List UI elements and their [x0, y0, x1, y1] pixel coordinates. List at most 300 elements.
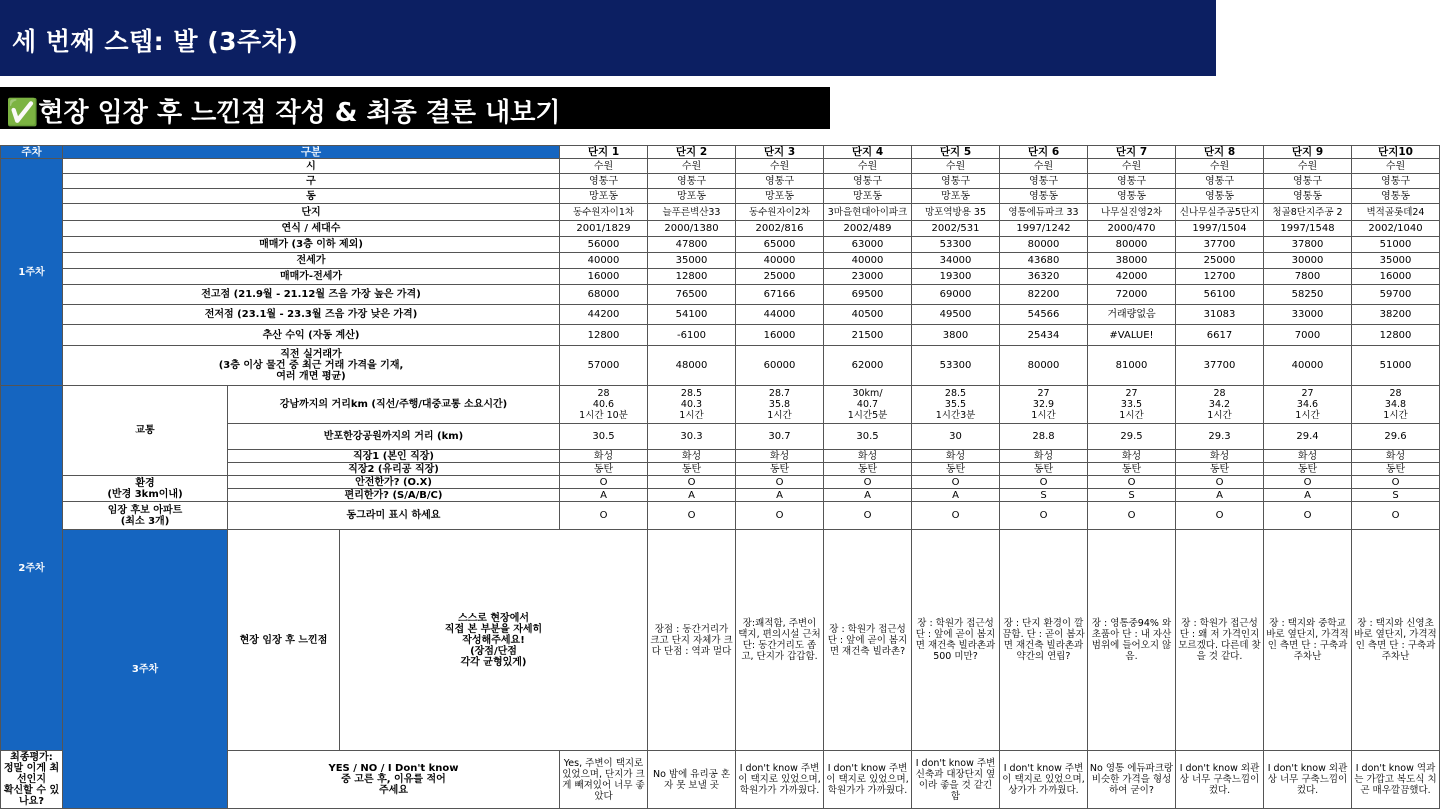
candidate-cell: O — [912, 502, 1000, 530]
banpo-distance-cell: 30 — [912, 424, 1000, 450]
header-complex-7: 단지 7 — [1088, 146, 1176, 159]
gangnam-distance-cell — [1088, 386, 1176, 424]
impression-cell: 장 : 학원가 접근성 단 : 앞에 곧이 봄지면 재건축 빌라촌과 500 미만? — [912, 530, 1000, 751]
value-cell: 영통구 — [824, 174, 912, 189]
distance-line: 28 — [1213, 388, 1226, 399]
week-3-label: 3주차 — [63, 530, 228, 809]
job1-label: 직장1 (본인 직장) — [228, 450, 560, 463]
value-cell: 44000 — [736, 305, 824, 325]
value-cell: 42000 — [1088, 269, 1176, 285]
distance-line: 27 — [1037, 388, 1050, 399]
distance-line: 28.5 — [944, 388, 967, 399]
value-cell: 망포동 — [912, 189, 1000, 204]
distance-line: 28.7 — [768, 388, 791, 399]
distance-line: 1시간3분 — [935, 410, 976, 421]
final-eval-cell: I don't know 주변 신축과 대장단지 옆이라 좋을 것 같긴 함 — [912, 751, 1000, 809]
banpo-distance-cell: 29.5 — [1088, 424, 1176, 450]
label-line: 스스로 현장에서 — [457, 612, 530, 624]
job2-cell: 동탄 — [736, 463, 824, 476]
candidate-cell: O — [736, 502, 824, 530]
distance-line: 1시간 — [1295, 410, 1320, 421]
value-cell: 37700 — [1176, 237, 1264, 253]
actual-price-cell: 40000 — [1264, 346, 1352, 386]
label-line: 확신할 수 있나요? — [3, 785, 60, 807]
value-cell: 영통동 — [1000, 189, 1088, 204]
value-cell: 청골8단지주공 2 — [1264, 204, 1352, 221]
job1-cell: 화성 — [1000, 450, 1088, 463]
job2-cell: 동탄 — [1264, 463, 1352, 476]
banpo-distance-cell: 30.3 — [648, 424, 736, 450]
value-cell: 1997/1548 — [1264, 221, 1352, 237]
safety-label: 안전한가? (O.X) — [228, 476, 560, 489]
gangnam-distance-cell — [824, 386, 912, 424]
banpo-distance-cell: 29.3 — [1176, 424, 1264, 450]
job1-cell: 화성 — [736, 450, 824, 463]
value-cell: 38200 — [1352, 305, 1440, 325]
convenience-cell: A — [912, 489, 1000, 502]
value-cell: 6617 — [1176, 325, 1264, 346]
safety-cell: O — [1176, 476, 1264, 489]
value-cell: 7000 — [1264, 325, 1352, 346]
value-cell: 65000 — [736, 237, 824, 253]
value-cell: 수원 — [736, 159, 824, 174]
value-cell: 34000 — [912, 253, 1000, 269]
candidate-cell: O — [824, 502, 912, 530]
banpo-distance-cell: 30.5 — [560, 424, 648, 450]
value-cell: 망포동 — [736, 189, 824, 204]
impression-cell: 장점 : 동간거리가 크고 단지 자체가 크다 단점 : 역과 멀다 — [648, 530, 736, 751]
value-cell: 16000 — [1352, 269, 1440, 285]
row-label: 전저점 (23.1월 - 23.3월 즈음 가장 낮은 가격) — [63, 305, 560, 325]
value-cell: 수원 — [824, 159, 912, 174]
impression-cell: 장 : 학원가 접근성 단 : 앞에 곧이 봄지면 재건축 빌라촌? — [824, 530, 912, 751]
candidate-cell: O — [1352, 502, 1440, 530]
final-eval-cell: I don't know 외관상 너무 구축느낌이 컸다. — [1264, 751, 1352, 809]
job1-cell: 화성 — [560, 450, 648, 463]
job2-cell: 동탄 — [648, 463, 736, 476]
header-complex-6: 단지 6 — [1000, 146, 1088, 159]
candidate-sublabel: 동그라미 표시 하세요 — [228, 502, 560, 530]
impressions-sublabel — [340, 530, 648, 751]
value-cell: 영통구 — [1000, 174, 1088, 189]
value-cell: 영통에듀파크 33 — [1000, 204, 1088, 221]
value-cell: 2002/531 — [912, 221, 1000, 237]
distance-line: 34.8 — [1384, 399, 1407, 410]
job2-cell: 동탄 — [912, 463, 1000, 476]
apartment-comparison-table — [0, 145, 1437, 807]
value-cell: 80000 — [1000, 237, 1088, 253]
convenience-cell: S — [1352, 489, 1440, 502]
impression-cell: 장 : 택지와 중학교 바로 옆단지, 가격적인 측면 단 : 구축과 주차난 — [1264, 530, 1352, 751]
label-line: 작성해주세요! — [462, 634, 525, 646]
distance-line: 1시간 — [1207, 410, 1232, 421]
value-cell: 37800 — [1264, 237, 1352, 253]
gangnam-distance-cell — [1176, 386, 1264, 424]
actual-price-cell: 48000 — [648, 346, 736, 386]
title-bar — [0, 0, 1216, 76]
value-cell: 35000 — [1352, 253, 1440, 269]
job2-label: 직장2 (유리공 직장) — [228, 463, 560, 476]
header-category: 구분 — [63, 146, 560, 159]
impression-cell: 장 : 학원가 접근성 단 : 왜 저 가격인지 모르겠다. 다른데 찾을 것 같다. — [1176, 530, 1264, 751]
job1-cell: 화성 — [1176, 450, 1264, 463]
environment-group-label — [63, 476, 228, 502]
job2-cell: 동탄 — [560, 463, 648, 476]
convenience-cell: A — [824, 489, 912, 502]
header-complex-10: 단지10 — [1352, 146, 1440, 159]
label-line: 주세요 — [379, 785, 408, 796]
value-cell: 40000 — [560, 253, 648, 269]
value-cell: 영통구 — [648, 174, 736, 189]
value-cell: 35000 — [648, 253, 736, 269]
value-cell: 31083 — [1176, 305, 1264, 325]
distance-line: 27 — [1301, 388, 1314, 399]
distance-line: 40.3 — [680, 399, 703, 410]
value-cell: 영통구 — [1352, 174, 1440, 189]
impression-cell: 장 : 영통중94% 와 초품아 단 : 내 자산 범위에 들어오지 않음. — [1088, 530, 1176, 751]
value-cell: 76500 — [648, 285, 736, 305]
job2-cell: 동탄 — [1000, 463, 1088, 476]
value-cell: 80000 — [1088, 237, 1176, 253]
value-cell: 12700 — [1176, 269, 1264, 285]
gangnam-distance-cell — [648, 386, 736, 424]
distance-line: 40.7 — [856, 399, 879, 410]
distance-line: 30km/ — [852, 388, 883, 399]
value-cell: 67166 — [736, 285, 824, 305]
final-eval-cell: Yes, 주변이 택지로 있었으며, 단지가 크게 빼져있어 너무 좋았다 — [560, 751, 648, 809]
header-complex-4: 단지 4 — [824, 146, 912, 159]
safety-cell: O — [1088, 476, 1176, 489]
label-line: 중 고른 후, 이유를 적어 — [341, 774, 446, 785]
banpo-distance-cell: 30.7 — [736, 424, 824, 450]
gangnam-distance-cell — [1352, 386, 1440, 424]
value-cell: 수원 — [1352, 159, 1440, 174]
final-eval-cell: I don't know 역과는 가깝고 복도식 치곤 매우깔끔했다. — [1352, 751, 1440, 809]
value-cell: 21500 — [824, 325, 912, 346]
safety-cell: O — [1352, 476, 1440, 489]
candidate-cell: O — [1176, 502, 1264, 530]
distance-line: 28 — [597, 388, 610, 399]
banpo-distance-label: 반포한강공원까지의 거리 (km) — [228, 424, 560, 450]
convenience-cell: A — [1264, 489, 1352, 502]
row-label: 연식 / 세대수 — [63, 221, 560, 237]
banpo-distance-cell: 29.4 — [1264, 424, 1352, 450]
value-cell: 72000 — [1088, 285, 1176, 305]
value-cell: 영통동 — [1264, 189, 1352, 204]
gangnam-distance-cell — [560, 386, 648, 424]
candidate-cell: O — [560, 502, 648, 530]
value-cell: 38000 — [1088, 253, 1176, 269]
header-complex-5: 단지 5 — [912, 146, 1000, 159]
value-cell: 7800 — [1264, 269, 1352, 285]
value-cell: 51000 — [1352, 237, 1440, 253]
value-cell: 2001/1829 — [560, 221, 648, 237]
value-cell: 벽적골롯데24 — [1352, 204, 1440, 221]
value-cell: 19300 — [912, 269, 1000, 285]
value-cell: 2000/470 — [1088, 221, 1176, 237]
gangnam-distance-label: 강남까지의 거리km (직선/주행/대중교통 소요시간) — [228, 386, 560, 424]
job2-cell: 동탄 — [1088, 463, 1176, 476]
value-cell: 69000 — [912, 285, 1000, 305]
final-eval-cell: I don't know 주변이 택지로 있었으며, 학원가가 가까웠다. — [824, 751, 912, 809]
value-cell: 58250 — [1264, 285, 1352, 305]
label-line: 각각 균형있게) — [460, 656, 527, 668]
value-cell: 56100 — [1176, 285, 1264, 305]
value-cell: 63000 — [824, 237, 912, 253]
final-eval-label — [1, 751, 63, 809]
value-cell: 25000 — [736, 269, 824, 285]
value-cell: 2002/489 — [824, 221, 912, 237]
convenience-cell: A — [560, 489, 648, 502]
value-cell: 동수원자이2차 — [736, 204, 824, 221]
value-cell: 43680 — [1000, 253, 1088, 269]
distance-line: 28.5 — [680, 388, 703, 399]
row-label: 매매가 (3층 이하 제외) — [63, 237, 560, 253]
label-line: (반경 3km이내) — [107, 488, 183, 500]
value-cell: 54566 — [1000, 305, 1088, 325]
value-cell: 59700 — [1352, 285, 1440, 305]
value-cell: 수원 — [560, 159, 648, 174]
value-cell: 40500 — [824, 305, 912, 325]
header-week: 주차 — [1, 146, 63, 159]
header-complex-8: 단지 8 — [1176, 146, 1264, 159]
subtitle-bar — [0, 87, 830, 129]
value-cell: 영통구 — [1264, 174, 1352, 189]
value-cell: 36320 — [1000, 269, 1088, 285]
distance-line: 40.6 — [592, 399, 615, 410]
actual-price-label — [63, 346, 560, 386]
distance-line: 28 — [1389, 388, 1402, 399]
distance-line: 27 — [1125, 388, 1138, 399]
value-cell: 망포동 — [560, 189, 648, 204]
gangnam-distance-cell — [736, 386, 824, 424]
value-cell: 82200 — [1000, 285, 1088, 305]
value-cell: 12800 — [560, 325, 648, 346]
value-cell: 44200 — [560, 305, 648, 325]
value-cell: 동수원자이1차 — [560, 204, 648, 221]
distance-line: 34.2 — [1208, 399, 1231, 410]
row-label: 동 — [63, 189, 560, 204]
value-cell: 영통구 — [912, 174, 1000, 189]
safety-cell: O — [1000, 476, 1088, 489]
candidate-cell: O — [1088, 502, 1176, 530]
gangnam-distance-cell — [1000, 386, 1088, 424]
job1-cell: 화성 — [824, 450, 912, 463]
page-title: 세 번째 스텝: 발 (3주차) — [12, 27, 299, 56]
banpo-distance-cell: 28.8 — [1000, 424, 1088, 450]
banpo-distance-cell: 30.5 — [824, 424, 912, 450]
row-label: 매매가-전세가 — [63, 269, 560, 285]
label-line: 최종평가: — [10, 752, 53, 763]
job1-cell: 화성 — [1352, 450, 1440, 463]
value-cell: -6100 — [648, 325, 736, 346]
actual-price-cell: 62000 — [824, 346, 912, 386]
actual-price-cell: 51000 — [1352, 346, 1440, 386]
safety-cell: O — [912, 476, 1000, 489]
actual-price-cell: 81000 — [1088, 346, 1176, 386]
impressions-label: 현장 임장 후 느낀점 — [228, 530, 340, 751]
distance-line: 35.8 — [768, 399, 791, 410]
value-cell: 영통동 — [1088, 189, 1176, 204]
gangnam-distance-cell — [1264, 386, 1352, 424]
value-cell: 30000 — [1264, 253, 1352, 269]
impression-cell: 장:쾌적함, 주변이 택지, 편의시설 근처 단: 동간거리도 좁고, 단지가 갑갑함. — [736, 530, 824, 751]
candidate-cell: O — [648, 502, 736, 530]
convenience-cell: A — [1176, 489, 1264, 502]
final-eval-sublabel — [228, 751, 560, 809]
value-cell: 33000 — [1264, 305, 1352, 325]
actual-price-cell: 53300 — [912, 346, 1000, 386]
safety-cell: O — [1264, 476, 1352, 489]
value-cell: 수원 — [648, 159, 736, 174]
value-cell: 영통동 — [1352, 189, 1440, 204]
banpo-distance-cell: 29.6 — [1352, 424, 1440, 450]
value-cell: 1997/1242 — [1000, 221, 1088, 237]
row-label: 추산 수익 (자동 계산) — [63, 325, 560, 346]
value-cell: 망포동 — [824, 189, 912, 204]
value-cell: 영통구 — [1176, 174, 1264, 189]
value-cell: 56000 — [560, 237, 648, 253]
value-cell: 12800 — [1352, 325, 1440, 346]
final-eval-cell: No 밤에 유리공 혼자 못 보낼 곳 — [648, 751, 736, 809]
actual-price-cell: 60000 — [736, 346, 824, 386]
week-2-label: 2주차 — [1, 386, 63, 751]
value-cell: 망포역방용 35 — [912, 204, 1000, 221]
value-cell: 2002/1040 — [1352, 221, 1440, 237]
candidate-cell: O — [1000, 502, 1088, 530]
value-cell: 나무실진영2차 — [1088, 204, 1176, 221]
distance-line: 35.5 — [944, 399, 967, 410]
job1-cell: 화성 — [912, 450, 1000, 463]
week-1-label: 1주차 — [1, 159, 63, 386]
label-line: 정말 이게 최선인지 — [3, 763, 60, 785]
value-cell: 신나무실주공5단지 — [1176, 204, 1264, 221]
value-cell: 16000 — [560, 269, 648, 285]
label-line: 여러 개면 평균) — [276, 371, 346, 382]
value-cell: 23000 — [824, 269, 912, 285]
value-cell: 2000/1380 — [648, 221, 736, 237]
value-cell: 54100 — [648, 305, 736, 325]
distance-line: 1시간 10분 — [579, 410, 628, 421]
distance-line: 1시간5분 — [847, 410, 888, 421]
convenience-cell: S — [1000, 489, 1088, 502]
value-cell: 69500 — [824, 285, 912, 305]
value-cell: 3마을현대아이파크 — [824, 204, 912, 221]
impression-cell: 장 : 단지 환경이 깔끔함. 단 : 곧이 봄자면 재건축 빌라촌과 약간의 연립? — [1000, 530, 1088, 751]
convenience-cell: A — [736, 489, 824, 502]
value-cell: 망포동 — [648, 189, 736, 204]
convenience-cell: S — [1088, 489, 1176, 502]
distance-line: 1시간 — [767, 410, 792, 421]
value-cell: 1997/1504 — [1176, 221, 1264, 237]
distance-line: 1시간 — [1031, 410, 1056, 421]
final-eval-cell: I don't know 주변이 택지로 있었으며, 학원가가 가까웠다. — [736, 751, 824, 809]
value-cell: 영통동 — [1176, 189, 1264, 204]
safety-cell: O — [648, 476, 736, 489]
value-cell: 수원 — [1176, 159, 1264, 174]
value-cell: 거래량없음 — [1088, 305, 1176, 325]
value-cell: 47800 — [648, 237, 736, 253]
safety-cell: O — [560, 476, 648, 489]
gangnam-distance-cell — [912, 386, 1000, 424]
job1-cell: 화성 — [1264, 450, 1352, 463]
subtitle-text: ✅현장 임장 후 느낀점 작성 & 최종 결론 내보기 — [6, 98, 561, 128]
label-line: (3층 이상 물건 중 최근 거래 가격을 기재, — [218, 360, 404, 371]
candidate-cell: O — [1264, 502, 1352, 530]
label-line: (장점/단점 — [470, 645, 517, 657]
actual-price-cell: 37700 — [1176, 346, 1264, 386]
job2-cell: 동탄 — [824, 463, 912, 476]
label-line: 임장 후보 아파트 — [107, 504, 183, 516]
value-cell: 수원 — [1264, 159, 1352, 174]
row-label: 전고점 (21.9월 - 21.12월 즈음 가장 높은 가격) — [63, 285, 560, 305]
label-line: YES / NO / I Don't know — [328, 763, 459, 774]
row-label: 시 — [63, 159, 560, 174]
value-cell: 40000 — [736, 253, 824, 269]
candidate-label — [63, 502, 228, 530]
distance-line: 34.6 — [1296, 399, 1319, 410]
job1-cell: 화성 — [1088, 450, 1176, 463]
value-cell: 25434 — [1000, 325, 1088, 346]
value-cell: 수원 — [912, 159, 1000, 174]
row-label: 단지 — [63, 204, 560, 221]
job1-cell: 화성 — [648, 450, 736, 463]
header-complex-2: 단지 2 — [648, 146, 736, 159]
value-cell: 수원 — [1088, 159, 1176, 174]
header-complex-9: 단지 9 — [1264, 146, 1352, 159]
value-cell: #VALUE! — [1088, 325, 1176, 346]
final-eval-cell: I don't know 주변이 택지로 있었으며, 상가가 가까웠다. — [1000, 751, 1088, 809]
value-cell: 25000 — [1176, 253, 1264, 269]
value-cell: 3800 — [912, 325, 1000, 346]
row-label: 전세가 — [63, 253, 560, 269]
header-complex-3: 단지 3 — [736, 146, 824, 159]
distance-line: 1시간 — [1119, 410, 1144, 421]
value-cell: 영통구 — [560, 174, 648, 189]
label-line: 환경 — [135, 477, 155, 489]
distance-line: 1시간 — [679, 410, 704, 421]
distance-line: 32.9 — [1032, 399, 1055, 410]
job2-cell: 동탄 — [1176, 463, 1264, 476]
convenience-label: 편리한가? (S/A/B/C) — [228, 489, 560, 502]
value-cell: 53300 — [912, 237, 1000, 253]
value-cell: 2002/816 — [736, 221, 824, 237]
value-cell: 49500 — [912, 305, 1000, 325]
distance-line: 1시간 — [1383, 410, 1408, 421]
label-line: (최소 3개) — [120, 515, 170, 527]
safety-cell: O — [736, 476, 824, 489]
label-line: 직전 실거래가 — [280, 349, 342, 360]
label-line: 직접 본 부분을 자세히 — [444, 623, 543, 635]
value-cell: 영통구 — [1088, 174, 1176, 189]
distance-line: 33.5 — [1120, 399, 1143, 410]
job2-cell: 동탄 — [1352, 463, 1440, 476]
transport-group-label: 교통 — [63, 386, 228, 476]
value-cell: 40000 — [824, 253, 912, 269]
value-cell: 16000 — [736, 325, 824, 346]
actual-price-cell: 57000 — [560, 346, 648, 386]
impression-cell: 장 : 택지와 신영초 바로 옆단지, 가격적인 측면 단 : 구축과 주차난 — [1352, 530, 1440, 751]
value-cell: 늘푸른벽산33 — [648, 204, 736, 221]
actual-price-cell: 80000 — [1000, 346, 1088, 386]
value-cell: 68000 — [560, 285, 648, 305]
final-eval-cell: No 영통 에듀파크랑 비슷한 가격을 형성하여 굳이? — [1088, 751, 1176, 809]
safety-cell: O — [824, 476, 912, 489]
row-label: 구 — [63, 174, 560, 189]
value-cell: 수원 — [1000, 159, 1088, 174]
final-eval-cell: I don't know 외관상 너무 구축느낌이 컸다. — [1176, 751, 1264, 809]
value-cell: 12800 — [648, 269, 736, 285]
